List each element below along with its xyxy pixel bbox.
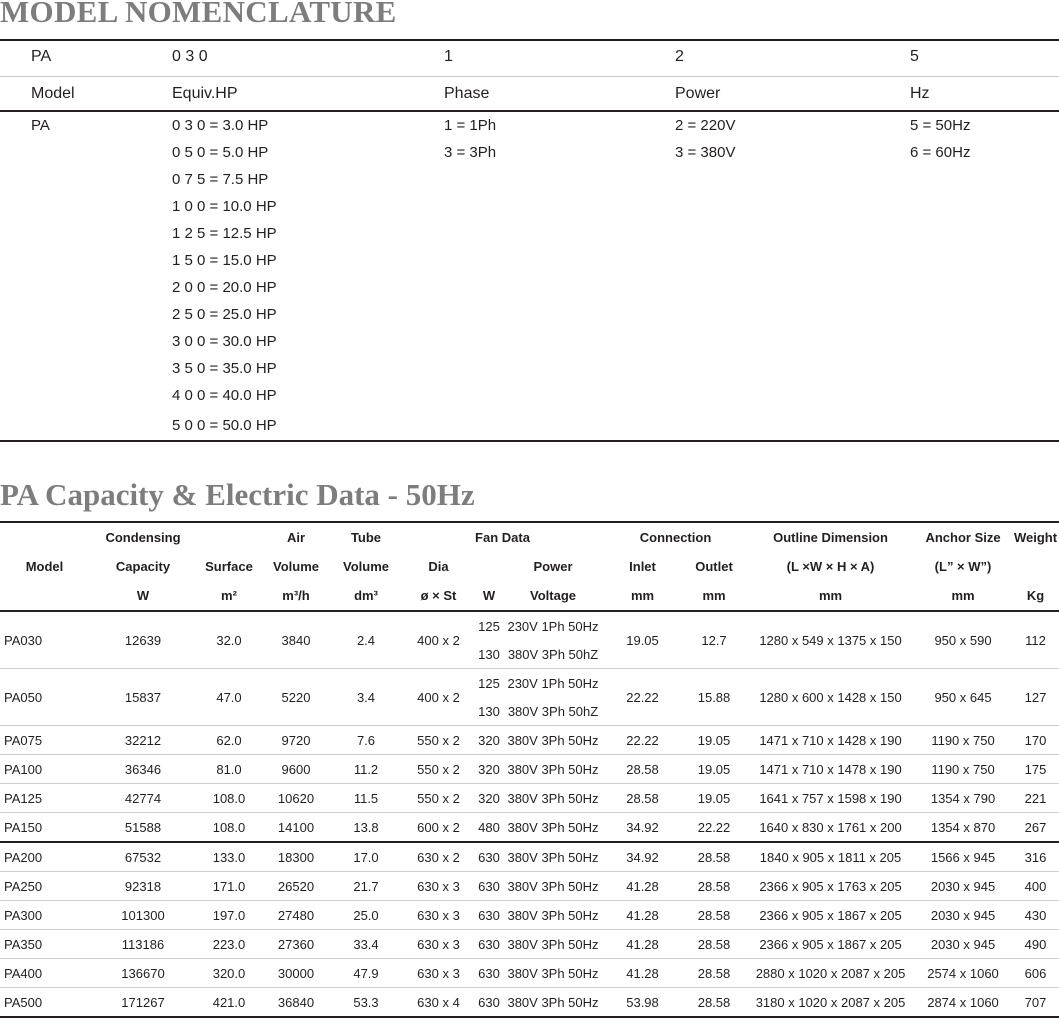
cell-outlet: 15.88 [681, 669, 747, 726]
header-air: Air [261, 522, 331, 552]
cell-inlet: 41.28 [604, 901, 681, 930]
unit-capacity: W [89, 581, 197, 611]
cell-anchor: 1354 x 790 [914, 784, 1012, 813]
header-condensing: Condensing [89, 522, 197, 552]
cell-outlet: 22.22 [681, 813, 747, 843]
hp-item: 4 0 0 = 40.0 HP [172, 387, 277, 404]
cell-outline: 1280 x 549 x 1375 x 150 [747, 611, 914, 669]
cell-weight: 267 [1012, 813, 1059, 843]
cell-inlet: 22.22 [604, 669, 681, 726]
header-phase: Phase [444, 85, 490, 102]
header-row [0, 552, 1059, 581]
cell-inlet: 19.05 [604, 611, 681, 669]
cell-capacity: 171267 [89, 988, 197, 1018]
header-dia: Dia [428, 559, 449, 574]
hp-item: 0 5 0 = 5.0 HP [172, 144, 269, 161]
cell-surface: 108.0 [197, 784, 261, 813]
cell-tube-volume: 11.2 [331, 755, 401, 784]
header-hz: Hz [910, 85, 930, 102]
cell-anchor: 1190 x 750 [914, 726, 1012, 755]
hp-item: 1 0 0 = 10.0 HP [172, 198, 277, 215]
cell-model: PA300 [0, 901, 89, 930]
hp-item: 2 0 0 = 20.0 HP [172, 279, 277, 296]
phase-item: 3 = 3Ph [444, 144, 497, 161]
hz-item: 5 = 50Hz [910, 117, 971, 134]
cell-anchor: 2030 x 945 [914, 872, 1012, 901]
code-hp: 0 3 0 [172, 48, 208, 65]
table-row [0, 842, 1059, 872]
cell-voltage: 380V 3Ph 50Hz [502, 901, 604, 930]
hp-item: 1 5 0 = 15.0 HP [172, 252, 277, 269]
cell-inlet: 41.28 [604, 959, 681, 988]
cell-tube-volume: 3.4 [331, 669, 401, 726]
unit-fan-w: W [476, 581, 502, 611]
cell-outline: 2366 x 905 x 1867 x 205 [747, 930, 914, 959]
header-power: Power [533, 559, 573, 574]
cell-anchor: 2874 x 1060 [914, 988, 1012, 1018]
cell-tube-volume: 53.3 [331, 988, 401, 1018]
cell-air-volume: 10620 [261, 784, 331, 813]
cell-tube-volume: 47.9 [331, 959, 401, 988]
cell-fan-w: 630 [476, 901, 502, 930]
cell-tube-volume: 2.4 [331, 611, 401, 669]
cell-inlet: 22.22 [604, 726, 681, 755]
cell-inlet: 28.58 [604, 755, 681, 784]
table-row [0, 611, 1059, 640]
cell-voltage: 380V 3Ph 50Hz [502, 784, 604, 813]
unit-inlet: mm [604, 581, 681, 611]
cell-dia: 400 x 2 [401, 669, 476, 726]
cell-voltage: 230V 1Ph 50Hz [507, 618, 599, 634]
cell-capacity: 92318 [89, 872, 197, 901]
table-row [0, 813, 1059, 843]
cell-tube-volume: 33.4 [331, 930, 401, 959]
header-tube: Tube [331, 522, 401, 552]
cell-capacity: 15837 [89, 669, 197, 726]
cell-fan-w: 320 [476, 784, 502, 813]
cell-capacity: 42774 [89, 784, 197, 813]
unit-outline: mm [747, 581, 914, 611]
cell-tube-volume: 13.8 [331, 813, 401, 843]
cell-dia: 630 x 2 [401, 842, 476, 872]
header-fan-data: Fan Data [401, 522, 604, 552]
cell-inlet: 53.98 [604, 988, 681, 1018]
unit-anchor: mm [914, 581, 1012, 611]
header-model: Model [25, 559, 64, 574]
table-row [0, 872, 1059, 901]
cell-weight: 400 [1012, 872, 1059, 901]
cell-weight: 127 [1012, 669, 1059, 726]
hz-item: 6 = 60Hz [910, 144, 971, 161]
cell-inlet: 41.28 [604, 930, 681, 959]
cell-weight: 112 [1012, 611, 1059, 669]
cell-anchor: 2030 x 945 [914, 930, 1012, 959]
header-capacity: Capacity [115, 559, 171, 574]
header-air-volume: Volume [273, 559, 319, 574]
cell-tube-volume: 25.0 [331, 901, 401, 930]
cell-outlet: 28.58 [681, 901, 747, 930]
power-item: 2 = 220V [675, 117, 736, 134]
cell-voltage: 380V 3Ph 50Hz [502, 959, 604, 988]
capacity-table [0, 521, 1059, 1018]
cell-dia: 550 x 2 [401, 755, 476, 784]
unit-tube-volume: dm³ [331, 581, 401, 611]
cell-outline: 2366 x 905 x 1763 x 205 [747, 872, 914, 901]
cell-fan-w: 130 [476, 697, 502, 726]
cell-dia: 550 x 2 [401, 784, 476, 813]
cell-weight: 221 [1012, 784, 1059, 813]
cell-surface: 62.0 [197, 726, 261, 755]
cell-fan-w: 320 [476, 755, 502, 784]
cell-air-volume: 9600 [261, 755, 331, 784]
cell-capacity: 67532 [89, 842, 197, 872]
cell-weight: 175 [1012, 755, 1059, 784]
cell-inlet: 34.92 [604, 842, 681, 872]
cell-surface: 47.0 [197, 669, 261, 726]
cell-air-volume: 27480 [261, 901, 331, 930]
cell-model: PA050 [0, 669, 89, 726]
cell-voltage: 380V 3Ph 50Hz [502, 755, 604, 784]
cell-inlet: 28.58 [604, 784, 681, 813]
cell-outline: 1280 x 600 x 1428 x 150 [747, 669, 914, 726]
unit-weight: Kg [1012, 581, 1059, 611]
cell-surface: 421.0 [197, 988, 261, 1018]
cell-surface: 171.0 [197, 872, 261, 901]
cell-capacity: 113186 [89, 930, 197, 959]
cell-weight: 430 [1012, 901, 1059, 930]
cell-tube-volume: 17.0 [331, 842, 401, 872]
cell-model: PA500 [0, 988, 89, 1018]
cell-fan-w: 130 [476, 640, 502, 669]
power-item: 3 = 380V [675, 144, 736, 161]
cell-dia: 630 x 4 [401, 988, 476, 1018]
cell-model: PA350 [0, 930, 89, 959]
cell-anchor: 1190 x 750 [914, 755, 1012, 784]
cell-model: PA030 [0, 611, 89, 669]
cell-surface: 223.0 [197, 930, 261, 959]
cell-anchor: 950 x 590 [914, 611, 1012, 669]
model-value: PA [31, 117, 50, 134]
header-weight: Weight [1012, 522, 1059, 552]
cell-fan-w: 125 [478, 618, 500, 634]
cell-outline: 2880 x 1020 x 2087 x 205 [747, 959, 914, 988]
cell-model: PA250 [0, 872, 89, 901]
unit-outlet: mm [681, 581, 747, 611]
cell-voltage: 380V 3Ph 50hZ [502, 640, 604, 669]
cell-anchor: 1354 x 870 [914, 813, 1012, 843]
cell-inlet: 34.92 [604, 813, 681, 843]
cell-capacity: 12639 [89, 611, 197, 669]
cell-dia: 600 x 2 [401, 813, 476, 843]
table-row [0, 959, 1059, 988]
cell-outlet: 12.7 [681, 611, 747, 669]
cell-outline: 2366 x 905 x 1867 x 205 [747, 901, 914, 930]
cell-voltage: 380V 3Ph 50hZ [502, 697, 604, 726]
cell-fan-w: 630 [476, 930, 502, 959]
code-hz: 5 [910, 48, 919, 65]
unit-air-volume: m³/h [261, 581, 331, 611]
header-anchor-dims: (L” × W”) [934, 559, 992, 574]
nomenclature-table [0, 39, 1059, 442]
cell-dia: 630 x 3 [401, 930, 476, 959]
table-row [0, 930, 1059, 959]
cell-voltage: 380V 3Ph 50Hz [502, 930, 604, 959]
cell-air-volume: 18300 [261, 842, 331, 872]
cell-capacity: 36346 [89, 755, 197, 784]
cell-dia: 630 x 3 [401, 901, 476, 930]
cell-dia: 400 x 2 [401, 611, 476, 669]
cell-inlet: 41.28 [604, 872, 681, 901]
cell-outlet: 19.05 [681, 726, 747, 755]
cell-air-volume: 3840 [261, 611, 331, 669]
cell-anchor: 2030 x 945 [914, 901, 1012, 930]
header-outline-dims: (L ×W × H × A) [786, 559, 875, 574]
cell-outlet: 28.58 [681, 959, 747, 988]
header-outlet: Outlet [695, 559, 733, 574]
cell-surface: 320.0 [197, 959, 261, 988]
divider [0, 440, 1059, 442]
header-surface: Surface [205, 559, 253, 574]
cell-air-volume: 27360 [261, 930, 331, 959]
cell-model: PA125 [0, 784, 89, 813]
cell-voltage: 380V 3Ph 50Hz [502, 988, 604, 1018]
unit-dia: ø × St [401, 581, 476, 611]
cell-fan-w: 320 [476, 726, 502, 755]
divider [0, 39, 1059, 41]
table-row [0, 726, 1059, 755]
table-row [0, 988, 1059, 1018]
cell-outlet: 19.05 [681, 784, 747, 813]
cell-dia: 550 x 2 [401, 726, 476, 755]
header-tube-volume: Volume [343, 559, 389, 574]
cell-fan-w: 630 [476, 959, 502, 988]
cell-outlet: 28.58 [681, 872, 747, 901]
cell-fan-w: 630 [476, 872, 502, 901]
table-row [0, 901, 1059, 930]
cell-surface: 197.0 [197, 901, 261, 930]
cell-capacity: 101300 [89, 901, 197, 930]
cell-dia: 630 x 3 [401, 872, 476, 901]
header-model: Model [31, 85, 75, 102]
cell-fan-w: 480 [476, 813, 502, 843]
cell-outlet: 28.58 [681, 930, 747, 959]
unit-voltage: Voltage [502, 581, 604, 611]
cell-air-volume: 36840 [261, 988, 331, 1018]
hp-item: 5 0 0 = 50.0 HP [172, 417, 277, 434]
header-equiv-hp: Equiv.HP [172, 85, 238, 102]
cell-voltage: 230V 1Ph 50Hz [507, 675, 599, 691]
cell-outline: 1840 x 905 x 1811 x 205 [747, 842, 914, 872]
hp-item: 1 2 5 = 12.5 HP [172, 225, 277, 242]
cell-anchor: 1566 x 945 [914, 842, 1012, 872]
header-connection: Connection [604, 522, 747, 552]
cell-surface: 108.0 [197, 813, 261, 843]
code-phase: 1 [444, 48, 453, 65]
cell-fan-w: 630 [476, 842, 502, 872]
cell-weight: 490 [1012, 930, 1059, 959]
divider [0, 110, 1059, 112]
code-power: 2 [675, 48, 684, 65]
table-row [0, 669, 1059, 698]
cell-dia: 630 x 3 [401, 959, 476, 988]
header-row [0, 522, 1059, 552]
cell-voltage: 380V 3Ph 50Hz [502, 726, 604, 755]
cell-air-volume: 30000 [261, 959, 331, 988]
cell-tube-volume: 11.5 [331, 784, 401, 813]
cell-surface: 133.0 [197, 842, 261, 872]
cell-weight: 707 [1012, 988, 1059, 1018]
cell-air-volume: 26520 [261, 872, 331, 901]
cell-model: PA200 [0, 842, 89, 872]
hp-item: 3 5 0 = 35.0 HP [172, 360, 277, 377]
cell-outlet: 28.58 [681, 842, 747, 872]
cell-voltage: 380V 3Ph 50Hz [502, 872, 604, 901]
phase-item: 1 = 1Ph [444, 117, 497, 134]
cell-outline: 1640 x 830 x 1761 x 200 [747, 813, 914, 843]
cell-surface: 32.0 [197, 611, 261, 669]
cell-outline: 3180 x 1020 x 2087 x 205 [747, 988, 914, 1018]
header-outline: Outline Dimension [747, 522, 914, 552]
cell-model: PA150 [0, 813, 89, 843]
cell-capacity: 136670 [89, 959, 197, 988]
header-row [0, 581, 1059, 611]
cell-weight: 170 [1012, 726, 1059, 755]
cell-fan-w: 630 [476, 988, 502, 1018]
hp-item: 0 3 0 = 3.0 HP [172, 117, 269, 134]
hp-item: 0 7 5 = 7.5 HP [172, 171, 269, 188]
cell-tube-volume: 21.7 [331, 872, 401, 901]
table-row [0, 755, 1059, 784]
cell-voltage: 380V 3Ph 50Hz [502, 842, 604, 872]
code-model: PA [31, 48, 52, 65]
cell-outline: 1641 x 757 x 1598 x 190 [747, 784, 914, 813]
cell-model: PA100 [0, 755, 89, 784]
cell-capacity: 51588 [89, 813, 197, 843]
header-power: Power [675, 85, 721, 102]
cell-anchor: 950 x 645 [914, 669, 1012, 726]
unit-surface: m² [197, 581, 261, 611]
cell-tube-volume: 7.6 [331, 726, 401, 755]
hp-item: 3 0 0 = 30.0 HP [172, 333, 277, 350]
divider [0, 76, 1059, 77]
cell-model: PA075 [0, 726, 89, 755]
cell-fan-w: 125 [478, 675, 500, 691]
cell-outlet: 28.58 [681, 988, 747, 1018]
cell-outline: 1471 x 710 x 1478 x 190 [747, 755, 914, 784]
cell-model: PA400 [0, 959, 89, 988]
cell-air-volume: 9720 [261, 726, 331, 755]
cell-weight: 316 [1012, 842, 1059, 872]
cell-capacity: 32212 [89, 726, 197, 755]
cell-weight: 606 [1012, 959, 1059, 988]
cell-air-volume: 5220 [261, 669, 331, 726]
cell-anchor: 2574 x 1060 [914, 959, 1012, 988]
nomenclature-title: MODEL NOMENCLATURE [0, 0, 397, 29]
cell-surface: 81.0 [197, 755, 261, 784]
header-inlet: Inlet [629, 559, 656, 574]
cell-air-volume: 14100 [261, 813, 331, 843]
cell-voltage: 380V 3Ph 50Hz [502, 813, 604, 843]
header-anchor: Anchor Size [914, 522, 1012, 552]
cell-outlet: 19.05 [681, 755, 747, 784]
capacity-title: PA Capacity & Electric Data - 50Hz [0, 477, 475, 512]
cell-outline: 1471 x 710 x 1428 x 190 [747, 726, 914, 755]
table-row [0, 784, 1059, 813]
hp-item: 2 5 0 = 25.0 HP [172, 306, 277, 323]
